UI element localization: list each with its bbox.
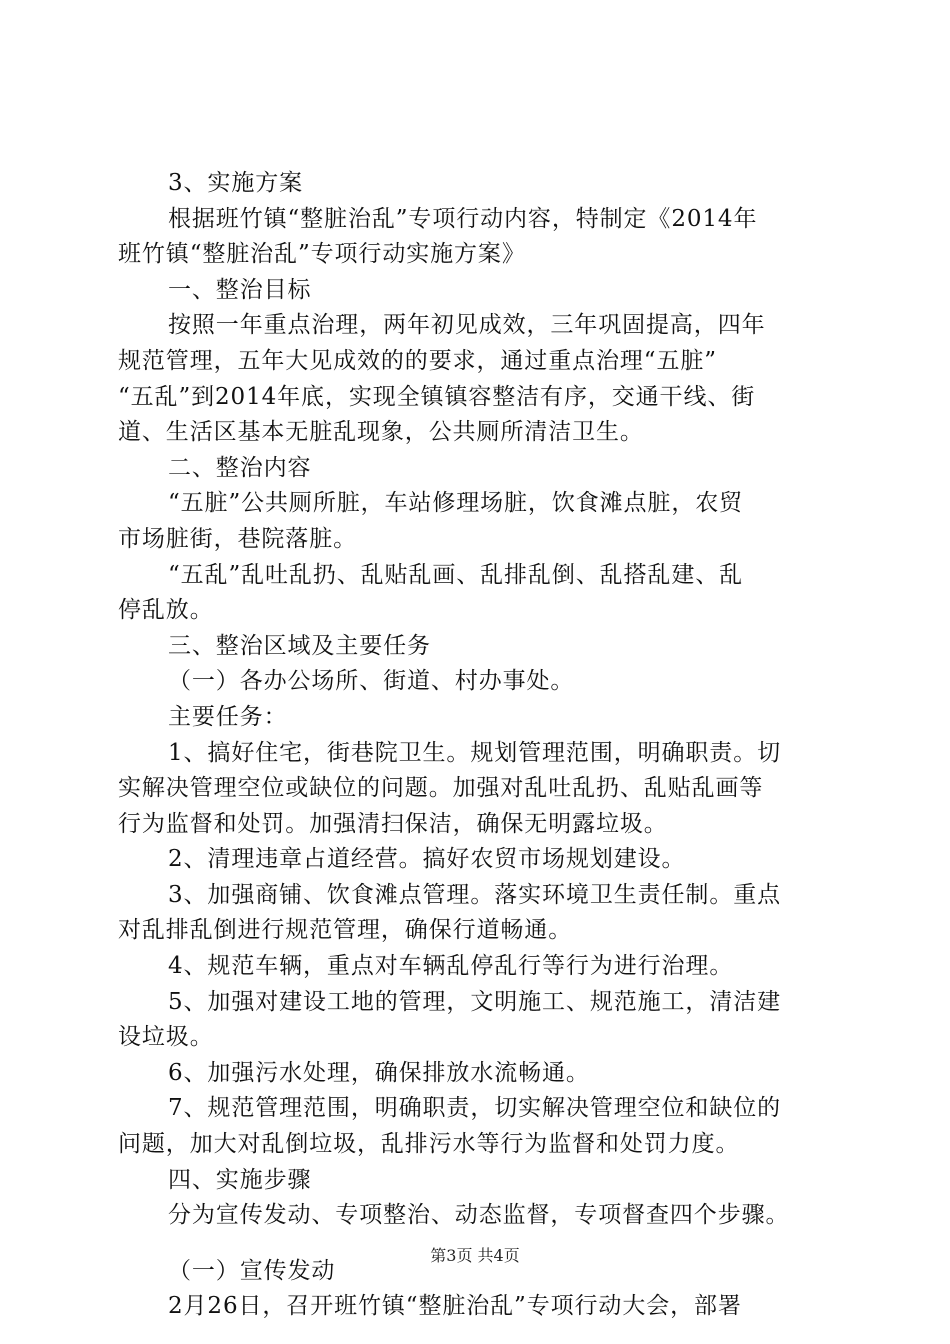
text-line: 市场脏街，巷院落脏。 (118, 525, 357, 552)
text-line: 4、规范车辆，重点对车辆乱停乱行等行为进行治理。 (168, 953, 734, 980)
text-line: （一）宣传发动 (168, 1257, 336, 1284)
text-line: 道、生活区基本无脏乱现象，公共厕所清洁卫生。 (118, 419, 644, 446)
text-line: “五脏”公共厕所脏，车站修理场脏，饮食滩点脏，农贸 (168, 490, 744, 517)
text-line: 规范管理，五年大见成效的的要求，通过重点治理“五脏” (118, 347, 717, 374)
text-line: 2月26日，召开班竹镇“整脏治乱”专项行动大会，部署 (168, 1293, 742, 1320)
text-line: 四、实施步骤 (168, 1166, 312, 1193)
text-line: 二、整治内容 (168, 454, 312, 481)
text-line: 行为监督和处罚。加强清扫保洁，确保无明露垃圾。 (118, 810, 668, 837)
text-line: 6、加强污水处理，确保排放水流畅通。 (168, 1059, 590, 1086)
text-line: 问题，加大对乱倒垃圾，乱排污水等行为监督和处罚力度。 (118, 1131, 740, 1158)
text-line: 2、清理违章占道经营。搞好农贸市场规划建设。 (168, 846, 686, 873)
text-line: 分为宣传发动、专项整治、动态监督，专项督查四个步骤。 (168, 1202, 790, 1229)
text-line: 对乱排乱倒进行规范管理，确保行道畅通。 (118, 917, 573, 944)
text-line: 1、搞好住宅，街巷院卫生。规划管理范围，明确职责。切 (168, 739, 782, 766)
text-line: 一、整治目标 (168, 276, 312, 303)
text-line: 根据班竹镇“整脏治乱”专项行动内容，特制定《2014年 (168, 205, 758, 232)
text-line: “五乱”乱吐乱扔、乱贴乱画、乱排乱倒、乱搭乱建、乱 (168, 561, 744, 588)
text-line: （一）各办公场所、街道、村办事处。 (168, 668, 575, 695)
text-line: 主要任务： (168, 703, 288, 730)
text-line: 设垃圾。 (118, 1024, 214, 1051)
text-line: 班竹镇“整脏治乱”专项行动实施方案》 (118, 241, 526, 268)
text-line: 3、加强商铺、饮食滩点管理。落实环境卫生责任制。重点 (168, 881, 782, 908)
document-body (118, 166, 838, 1325)
text-line: 5、加强对建设工地的管理，文明施工、规范施工，清洁建 (168, 988, 782, 1015)
text-line: “五乱”到2014年底，实现全镇镇容整洁有序，交通干线、街 (118, 383, 756, 410)
text-line: 3、实施方案 (168, 170, 304, 196)
text-line: 实解决管理空位或缺位的问题。加强对乱吐乱扔、乱贴乱画等 (118, 775, 764, 802)
text-line: 停乱放。 (118, 597, 214, 624)
text-line: 7、规范管理范围，明确职责，切实解决管理空位和缺位的 (168, 1095, 782, 1122)
text-line: 按照一年重点治理，两年初见成效，三年巩固提高，四年 (168, 312, 766, 339)
page-footer: 第3页 共4页 (430, 1246, 520, 1265)
text-line: 三、整治区域及主要任务 (168, 632, 431, 659)
